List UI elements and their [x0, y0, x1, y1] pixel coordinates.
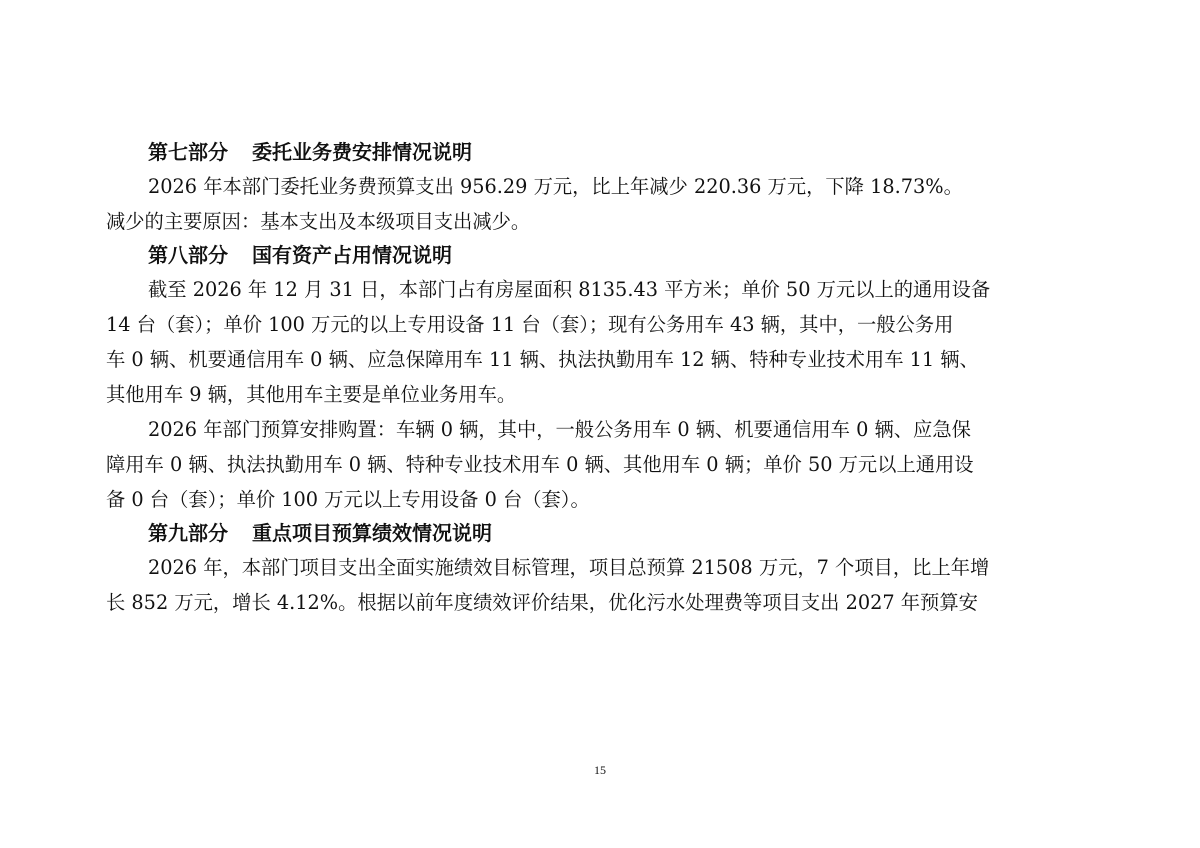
paragraph-line: 障用车 0 辆、执法执勤用车 0 辆、特种专业技术用车 0 辆、其他用车 0 辆；单价 50 万元以上通用设 [106, 453, 974, 476]
paragraph-line: 14 台（套）；单价 100 万元的以上专用设备 11 台（套）；现有公务用车 43 辆，其中，一般公务用 [106, 313, 954, 336]
section-8 [106, 239, 1096, 517]
paragraph-line: 车 0 辆、机要通信用车 0 辆、应急保障用车 11 辆、执法执勤用车 12 辆、特种专业技术用车 11 辆、 [106, 348, 979, 371]
section-number: 第九部分 [148, 521, 228, 545]
paragraph [106, 272, 1096, 412]
section-title: 委托业务费安排情况说明 [252, 140, 472, 164]
paragraph-line: 备 0 台（套）；单价 100 万元以上专用设备 0 台（套）。 [106, 488, 590, 511]
paragraph [106, 550, 1096, 620]
page-number: 15 [594, 763, 606, 777]
section-heading [106, 239, 1096, 272]
section-heading [106, 136, 1096, 169]
paragraph-line: 长 852 万元，增长 4.12%。根据以前年度绩效评价结果，优化污水处理费等项目支出 2027 年预算安 [106, 591, 978, 614]
paragraph-line: 其他用车 9 辆，其他用车主要是单位业务用车。 [106, 383, 517, 406]
section-number: 第八部分 [148, 243, 228, 267]
paragraph [106, 412, 1096, 517]
section-number: 第七部分 [148, 140, 228, 164]
section-title: 国有资产占用情况说明 [252, 243, 452, 267]
section-7 [106, 136, 1096, 239]
paragraph-line: 减少的主要原因：基本支出及本级项目支出减少。 [106, 210, 531, 233]
paragraph [106, 169, 1096, 239]
paragraph-line: 2026 年部门预算安排购置：车辆 0 辆，其中，一般公务用车 0 辆、机要通信用车 0 辆、应急保 [148, 418, 971, 441]
section-9 [106, 517, 1096, 620]
paragraph-line: 2026 年，本部门项目支出全面实施绩效目标管理，项目总预算 21508 万元，7 个项目，比上年增 [148, 556, 990, 579]
section-heading [106, 517, 1096, 550]
paragraph-line: 2026 年本部门委托业务费预算支出 956.29 万元，比上年减少 220.36 万元，下降 18.73%。 [148, 175, 963, 198]
paragraph-line: 截至 2026 年 12 月 31 日，本部门占有房屋面积 8135.43 平方米；单价 50 万元以上的通用设备 [148, 278, 991, 301]
page-content [106, 136, 1096, 620]
section-title: 重点项目预算绩效情况说明 [252, 521, 492, 545]
